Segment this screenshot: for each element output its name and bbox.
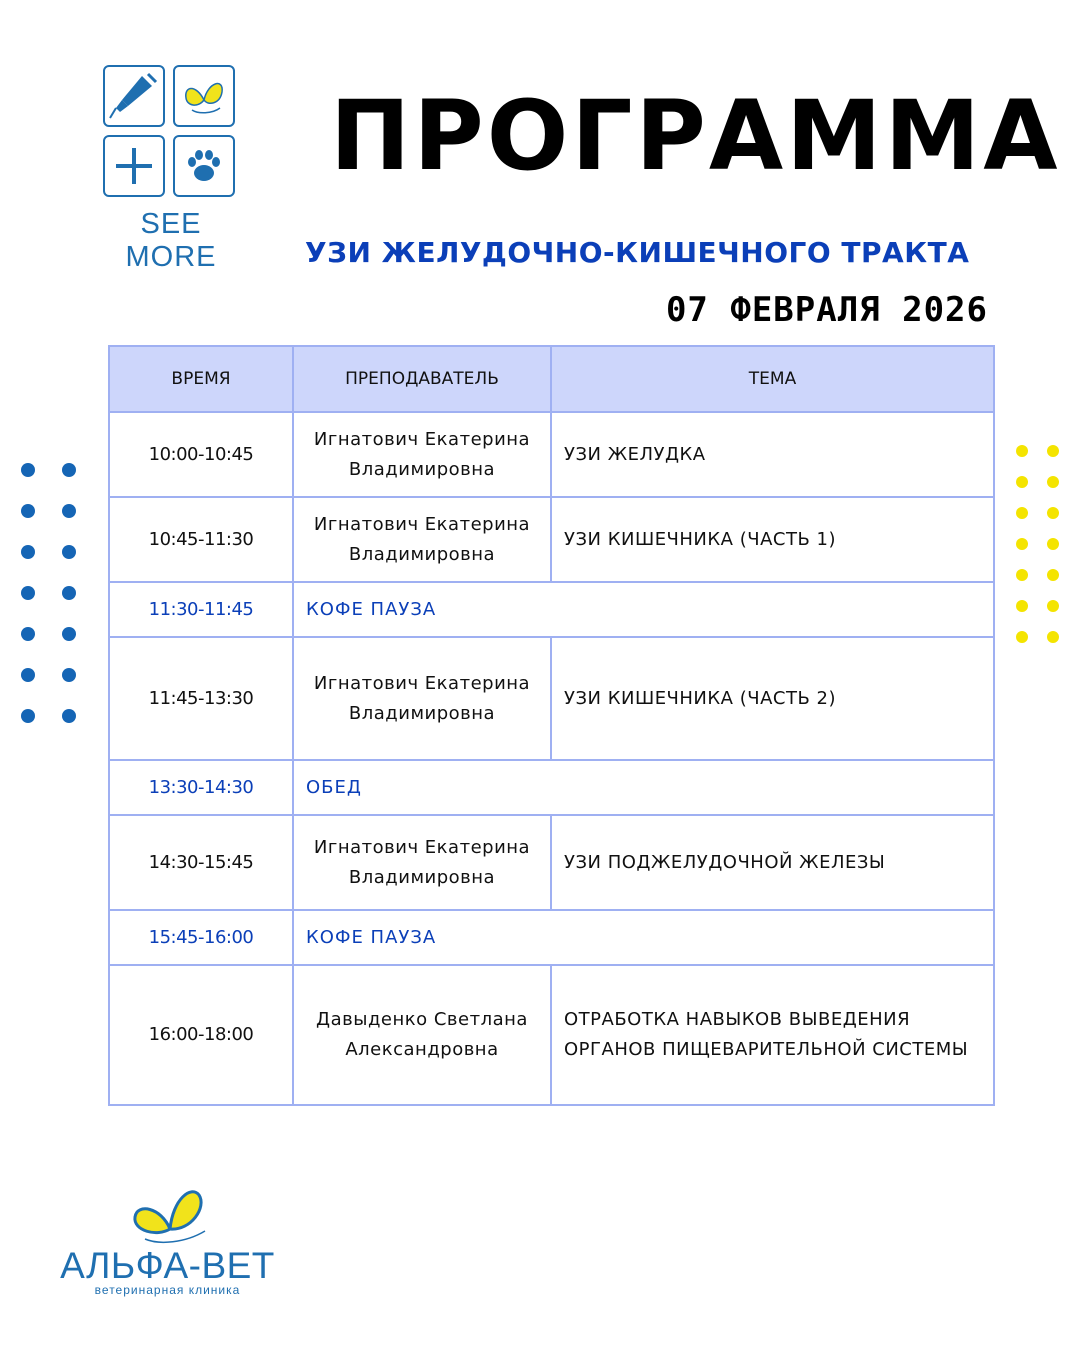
brand-name: АЛЬФА-ВЕТ <box>60 1245 275 1286</box>
row-topic: УЗИ ПОДЖЕЛУДОЧНОЙ ЖЕЛЕЗЫ <box>551 815 994 910</box>
probe-icon <box>103 65 165 127</box>
row-time: 11:45-13:30 <box>109 637 293 760</box>
yellow-dots-decoration <box>1016 445 1080 647</box>
topic-line: ОТРАБОТКА НАВЫКОВ ВЫВЕДЕНИЯ <box>564 1009 911 1030</box>
teacher-line: Владимировна <box>348 702 496 724</box>
break-row <box>109 582 994 637</box>
break-row <box>109 910 994 965</box>
teacher-line: Владимировна <box>348 543 496 565</box>
logo-text: SEE MORE <box>125 208 217 273</box>
row-time: 13:30-14:30 <box>109 760 293 815</box>
paw-icon <box>173 135 235 197</box>
row-teacher <box>293 497 551 582</box>
teacher-line: Игнатович Екатерина <box>313 513 531 535</box>
row-time: 10:00-10:45 <box>109 412 293 497</box>
row-teacher <box>293 815 551 910</box>
table-header <box>109 346 994 412</box>
brand-tagline: ветеринарная клиника <box>94 1283 241 1297</box>
event-date: 07 ФЕВРАЛЯ 2026 <box>665 290 988 330</box>
table-row <box>109 965 994 1105</box>
table-row <box>109 497 994 582</box>
break-label: КОФЕ ПАУЗА <box>293 582 994 637</box>
course-subtitle: УЗИ ЖЕЛУДОЧНО-КИШЕЧНОГО ТРАКТА <box>305 236 970 269</box>
row-teacher <box>293 965 551 1105</box>
butterfly-icon <box>173 65 235 127</box>
teacher-line: Владимировна <box>348 458 496 480</box>
row-topic <box>551 965 994 1105</box>
teacher-line: Владимировна <box>348 866 496 888</box>
table-row <box>109 412 994 497</box>
butterfly-icon <box>125 1185 215 1249</box>
teacher-line: Игнатович Екатерина <box>313 672 531 694</box>
row-topic: УЗИ КИШЕЧНИКА (ЧАСТЬ 2) <box>551 637 994 760</box>
teacher-line: Игнатович Екатерина <box>313 836 531 858</box>
table-row <box>109 637 994 760</box>
break-label: КОФЕ ПАУЗА <box>293 910 994 965</box>
column-header-topic: ТЕМА <box>551 346 994 412</box>
row-topic: УЗИ ЖЕЛУДКА <box>551 412 994 497</box>
schedule-table <box>108 345 995 1106</box>
row-time: 16:00-18:00 <box>109 965 293 1105</box>
teacher-line: Александровна <box>345 1039 499 1060</box>
row-teacher <box>293 412 551 497</box>
break-label: ОБЕД <box>293 760 994 815</box>
plus-icon <box>103 135 165 197</box>
teacher-line: Давыденко Светлана <box>316 1009 528 1030</box>
blue-dots-decoration <box>21 463 83 725</box>
row-topic: УЗИ КИШЕЧНИКА (ЧАСТЬ 1) <box>551 497 994 582</box>
break-row <box>109 760 994 815</box>
topic-line: ОРГАНОВ ПИЩЕВАРИТЕЛЬНОЙ СИСТЕМЫ <box>564 1039 969 1060</box>
row-time: 11:30-11:45 <box>109 582 293 637</box>
teacher-line: Игнатович Екатерина <box>313 428 531 450</box>
alfa-vet-logo <box>55 1185 285 1300</box>
row-time: 14:30-15:45 <box>109 815 293 910</box>
column-header-teacher: ПРЕПОДАВАТЕЛЬ <box>293 346 551 412</box>
table-row <box>109 815 994 910</box>
page-title: ПРОГРАММА <box>330 80 1061 192</box>
row-time: 15:45-16:00 <box>109 910 293 965</box>
see-more-logo <box>103 65 236 198</box>
row-teacher <box>293 637 551 760</box>
row-time: 10:45-11:30 <box>109 497 293 582</box>
column-header-time: ВРЕМЯ <box>109 346 293 412</box>
